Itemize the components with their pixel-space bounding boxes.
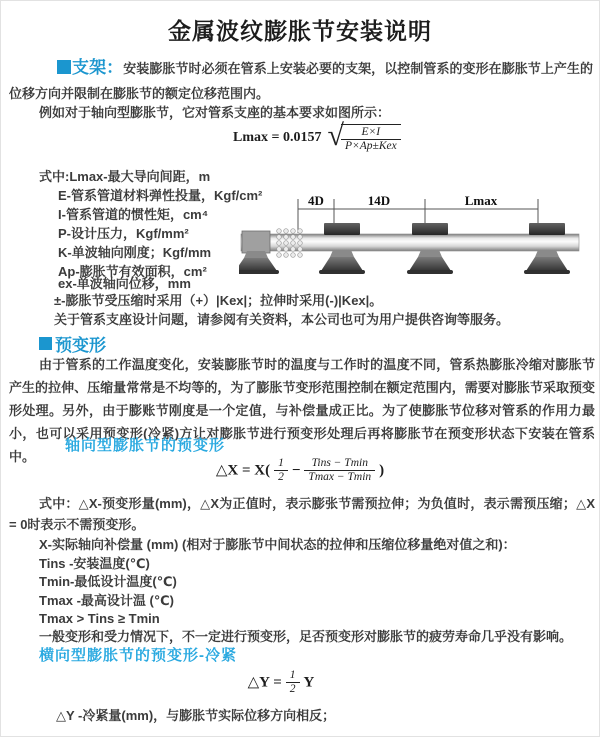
support-section-label: 支架： [72, 58, 124, 77]
support-intro-text: 安装膨胀节时必须在管系上安装必要的支架，以控制管系的变形在膨胀节上产生的位移方向并限制在膨胀节的额定位移范围内。 [9, 61, 594, 101]
consult-note-line: 关于管系支座设计问题，请参阅有关资料，本公司也可为用户提供咨询等服务。 [54, 312, 510, 327]
predeform-section-label: 预变形 [55, 336, 106, 355]
section-marker-icon [57, 60, 71, 74]
lmax-denominator: P×Ap±Kex [344, 140, 397, 153]
support-section-header [57, 58, 123, 77]
dy-rhs: Y [303, 674, 315, 691]
axial-subtitle: 轴向型膨胀节的预变形 [65, 437, 226, 454]
lmax-fraction [341, 126, 401, 153]
half-fraction: $\frac{1}{2}$ [274, 457, 288, 484]
delta-x-formula [1, 457, 599, 484]
lateral-subtitle: 横向型膨胀节的预变形-冷紧 [39, 647, 237, 664]
lmax-numerator: E×I [341, 126, 401, 140]
minus-sign: − [291, 462, 301, 479]
half-fraction: $\frac{1}{2}$ [286, 669, 300, 696]
dim-label-14d: 14D [367, 193, 391, 208]
temperature-fraction: $\frac{\text{Tins − Tmin}}{Tmax - Tmin}$ [304, 457, 375, 484]
tins-def-line: Tins -安装温度(℃) [39, 556, 150, 571]
def-line-ap: Ap-膨胀节有效面积，cm² [58, 264, 207, 279]
support-intro-paragraph [9, 55, 593, 106]
dy-lhs: △Y = [247, 674, 282, 691]
pipe-support-diagram [239, 191, 599, 291]
general-note-line: 一般变形和受力情况下，不一定进行预变形，足否预变形对膨胀节的疲劳寿命几乎没有影响。 [39, 629, 573, 644]
lmax-formula-lhs: Lmax = 0.0157 [233, 129, 322, 145]
def-line-k: K-单波轴向刚度；Kgf/mm [58, 245, 212, 260]
delta-y-formula [1, 669, 561, 696]
x-def-line: X-实际轴向补偿量 (mm) (相对于膨胀节中间状态的拉伸和压缩位移量绝对值之和)： [39, 537, 516, 552]
predeform-paragraph: 由于管系的工作温度变化，安装膨胀节时的温度与工作时的温度不同，管系热膨胀冷缩对膨胀节产生的拉伸、压缩量常常是不均等的，为了膨胀节变形范围控制在额定范围内，需要对膨胀节采取预变形处理。另外，由于膨账节刚度是一个定值，与补偿量成正比。为了使膨胀节位移对管系的作用力最小，也可以采用预变形(冷紧)方让对膨胀节进行预变形处理后再将膨胀节在预变形状态下安装在管系中。 [9, 357, 595, 464]
radical-sign: √ $\frac{E\times I}{\text{P×Ap±Kex}}$ [327, 121, 400, 153]
pm-note-line: ±-膨胀节受压缩时采用（+）|Kex|；拉伸时采用(-)|Kex|。 [54, 293, 383, 308]
dim-label-lmax: Lmax [464, 193, 498, 208]
dx-rhs: ) [379, 462, 385, 479]
t-range-line: Tmax > Tins ≥ Tmin [39, 611, 160, 626]
lmax-formula [233, 121, 401, 153]
tmin-def-line: Tmin-最低设计温度(℃) [39, 574, 177, 589]
def-line-i: I-管系管道的惯性矩，cm⁴ [58, 207, 209, 222]
section-marker-icon [39, 337, 52, 350]
def-intro-line: 式中:Lmax-最大导向间距，m [39, 169, 211, 184]
dim-label-4d: 4D [308, 193, 324, 208]
dy-note-line: △Y -冷紧量(mm)，与膨胀节实际位移方向相反； [56, 708, 336, 723]
page-title: 金属波纹膨胀节安装说明 [168, 18, 432, 44]
support-example-line: 例如对于轴向型膨胀节，它对管系支座的基本要求如图所示： [39, 105, 391, 120]
def-line-e: E-管系管道材料弹性投量，Kgf/cm² [58, 188, 263, 203]
def-line-ex: ex-单波轴向位移，mm [58, 276, 191, 291]
tmax-def-line: Tmax -最高设计温 (℃) [39, 593, 174, 608]
def-line-p: P-设计压力，Kgf/mm² [58, 226, 189, 241]
dx-note-line: 式中：△X-预变形量(mm)，△X为正值时，表示膨张节需预拉伸；为负值时，表示需预压缩；△X = 0时表示不需预变形。 [9, 496, 595, 532]
dx-lhs: △X = X( [215, 462, 271, 479]
